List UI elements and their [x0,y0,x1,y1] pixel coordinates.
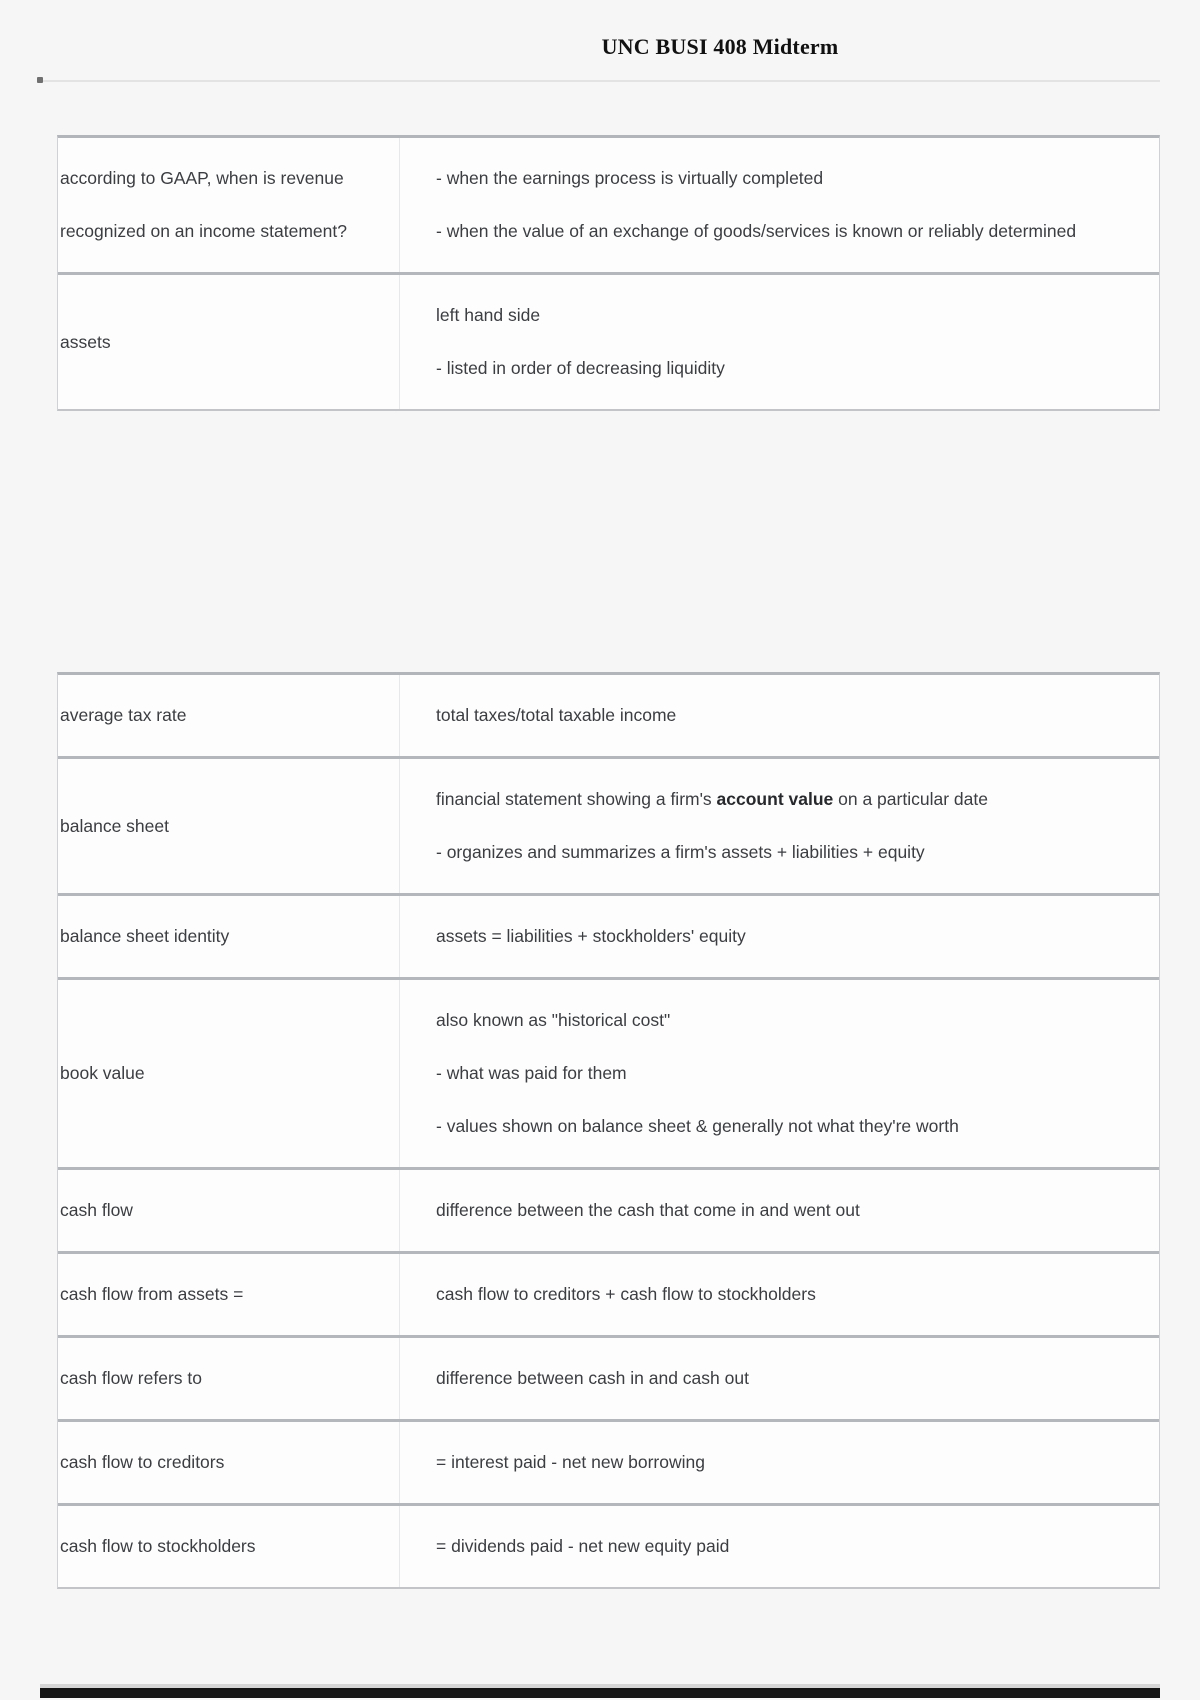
definition-line: cash flow to creditors + cash flow to stockholders [436,1284,816,1304]
term-text: cash flow to stockholders [60,1536,256,1556]
definition-line: difference between the cash that come in and went out [436,1200,860,1220]
definition-line: - what was paid for them [436,1063,627,1083]
table-row [58,756,1159,893]
term-text: cash flow refers to [60,1368,202,1388]
term-text: cash flow from assets = [60,1284,244,1304]
term-cell [58,675,399,756]
table-row [58,893,1159,977]
flashcard-table-1 [57,135,1160,411]
definition-cell [399,138,1159,272]
definition-line: also known as "historical cost" [436,1010,671,1030]
definition-cell [399,1338,1159,1419]
term-cell [58,980,399,1167]
definition-line: left hand side [436,305,541,325]
term-cell [58,1422,399,1503]
term-text: according to GAAP, when is revenue recognized on an income statement? [60,168,347,241]
title-separator-rule [38,80,1160,82]
definition-cell [399,759,1159,893]
page-title: UNC BUSI 408 Midterm [601,34,839,59]
definition-line: - when the earnings process is virtually completed [436,168,824,188]
page-break-bar [40,1688,1160,1698]
definition-cell [399,1170,1159,1251]
definition-line: assets = liabilities + stockholders' equity [436,926,746,946]
definition-cell [399,675,1159,756]
term-cell [58,1254,399,1335]
definition-cell [399,980,1159,1167]
term-text: cash flow to creditors [60,1452,225,1472]
table-row [58,1419,1159,1503]
bold-text: account value [716,789,834,809]
text: financial statement showing a firm's [436,789,717,809]
definition-line: - listed in order of decreasing liquidity [436,358,725,378]
definition-line: = dividends paid - net new equity paid [436,1536,730,1556]
definition-cell [399,896,1159,977]
text: on a particular date [833,789,988,809]
term-cell [58,1170,399,1251]
definition-line: = interest paid - net new borrowing [436,1452,705,1472]
term-cell [58,1506,399,1587]
definition-line: - when the value of an exchange of goods/services is known or reliably determined [436,221,1077,241]
definition-line: total taxes/total taxable income [436,705,677,725]
term-cell [58,759,399,893]
definition-line: difference between cash in and cash out [436,1368,749,1388]
separator-left-tick [37,77,43,83]
definition-line: - values shown on balance sheet & generally not what they're worth [436,1116,959,1136]
term-cell [58,896,399,977]
table-row [58,1251,1159,1335]
term-text: balance sheet [60,815,169,836]
definition-cell [399,1254,1159,1335]
term-cell [58,138,399,272]
table-row [58,675,1159,756]
term-text: average tax rate [60,705,187,725]
term-text: balance sheet identity [60,926,230,946]
definition-cell [399,1506,1159,1587]
term-text: cash flow [60,1200,133,1220]
term-text: book value [60,1063,145,1083]
term-cell [58,1338,399,1419]
table-row [58,272,1159,409]
table-row [58,1335,1159,1419]
table-row [58,1167,1159,1251]
definition-line [436,773,1087,826]
table-row [58,1503,1159,1587]
definition-line: - organizes and summarizes a firm's assets + liabilities + equity [436,842,925,862]
definition-cell [399,1422,1159,1503]
flashcard-table-2 [57,672,1160,1589]
table-row [58,138,1159,272]
term-text: assets [60,331,111,352]
term-cell [58,275,399,409]
definition-cell [399,275,1159,409]
table-row [58,977,1159,1167]
